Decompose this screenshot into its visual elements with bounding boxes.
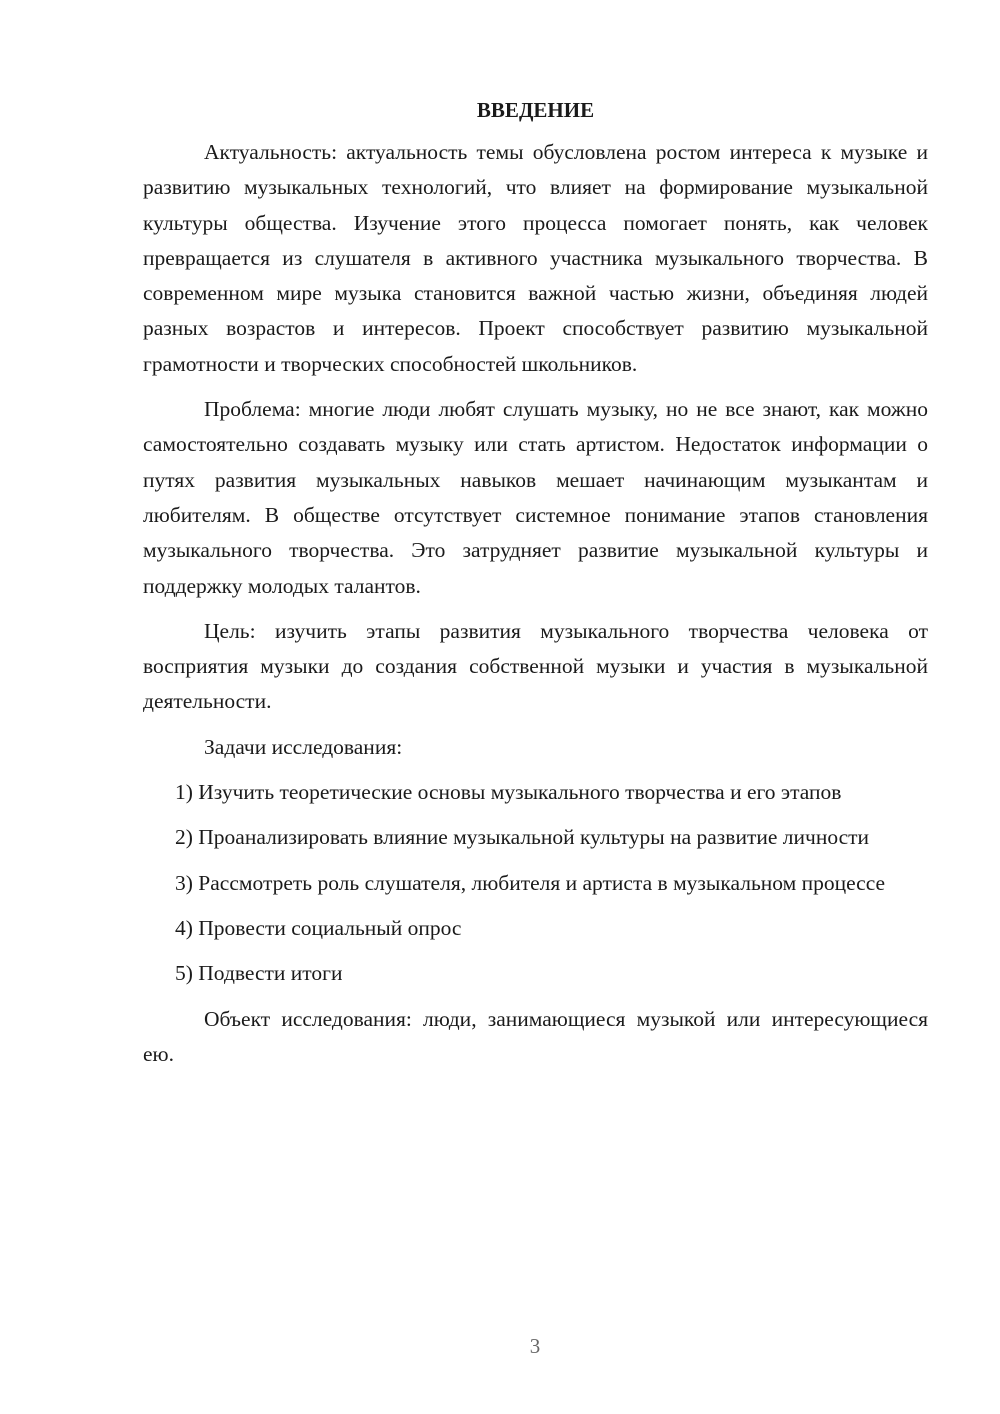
task-item-4: 4) Провести социальный опрос [175, 915, 462, 940]
task-item-5: 5) Подвести итоги [175, 961, 343, 986]
problem-paragraph: Проблема: многие люди любят слушать музыку, но не все знают, как можно самостоятельно создавать музыку или стать артистом. Недостаток информации о путях развития музыкальных навыков мешает начинающим музыкантам и любителям. В обществе отсутствует системное понимание этапов становления музыкального творчества. Это затрудняет развитие музыкальной культуры и поддержку молодых талантов. [143, 397, 928, 598]
section-title: ВВЕДЕНИЕ [476, 98, 595, 122]
relevance-paragraph: Актуальность: актуальность темы обусловлена ростом интереса к музыке и развитию музыкальных технологий, что влияет на формирование музыкальной культуры общества. Изучение этого процесса помогает понять, как человек превращается из слушателя в активного участника музыкального творчества. В современном мире музыка становится важной частью жизни, объединяя людей разных возрастов и интересов. Проект способствует развитию музыкальной грамотности и творческих способностей школьников. [143, 140, 928, 376]
task-item-2: 2) Проанализировать влияние музыкальной культуры на развитие личности [175, 825, 870, 850]
task-item-1: 1) Изучить теоретические основы музыкального творчества и его этапов [175, 780, 842, 805]
page-number: 3 [529, 1334, 541, 1358]
task-item-3: 3) Рассмотреть роль слушателя, любителя и артиста в музыкальном процессе [175, 870, 886, 895]
object-paragraph: Объект исследования: люди, занимающиеся музыкой или интересующиеся ею. [143, 1006, 928, 1066]
tasks-heading: Задачи исследования: [204, 734, 403, 759]
page-content [143, 95, 928, 1082]
goal-paragraph: Цель: изучить этапы развития музыкального творчества человека от восприятия музыки до создания собственной музыки и участия в музыкальной деятельности. [143, 618, 928, 714]
